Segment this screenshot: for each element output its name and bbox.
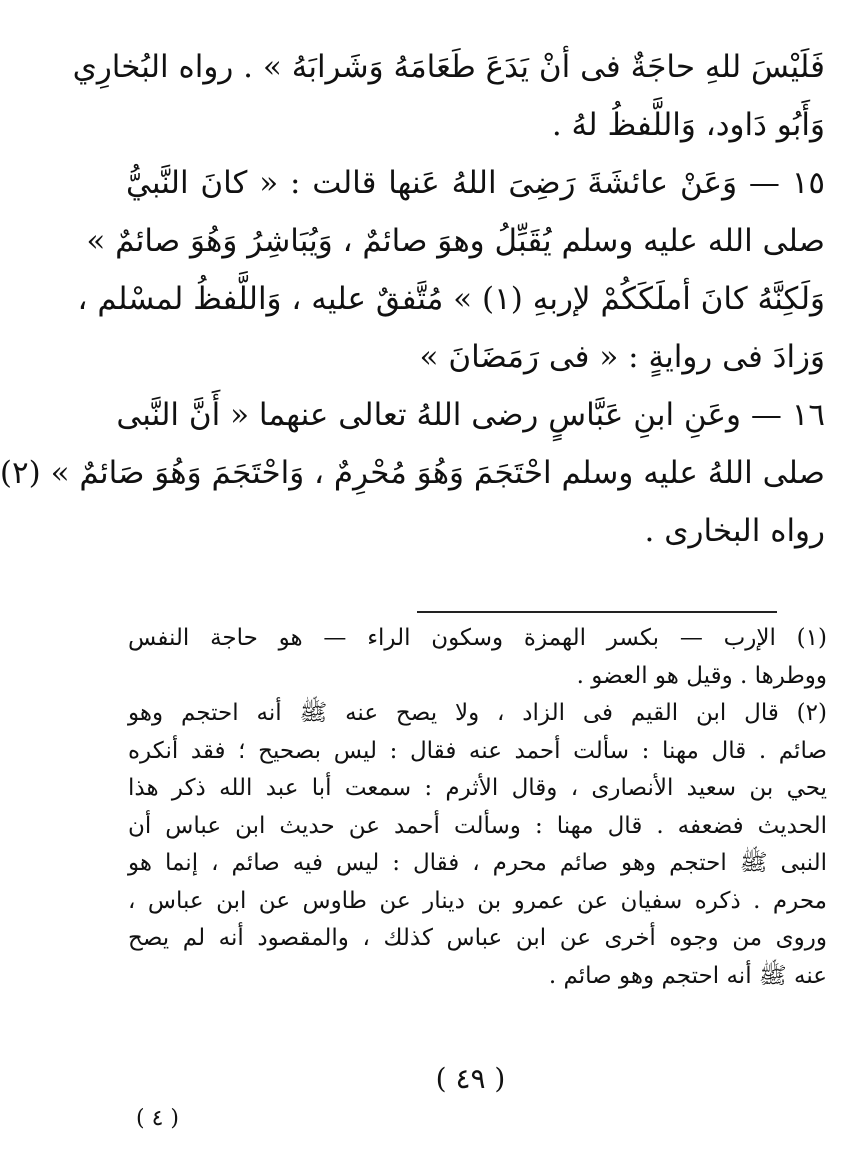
signature-number: ( ٤ ) bbox=[136, 1106, 179, 1131]
text-line: صلى الله عليه وسلم يُقَبِّلُ وهوَ صائمٌ ، وَيُبَاشِرُ وَهُوَ صائمٌ » bbox=[86, 223, 825, 259]
text-line: ١٦ — وعَنِ ابنِ عَبَّاسٍ رضى اللهُ تعالى عنهما « أَنَّ النَّبى bbox=[116, 397, 825, 433]
footnote-line: (١) الإرب — بكسر الهمزة وسكون الراء — هو حاجة النفس bbox=[128, 625, 827, 651]
text-paragraph bbox=[72, 38, 825, 154]
page-number: ( ٤٩ ) bbox=[435, 1062, 506, 1095]
footnotes bbox=[128, 620, 827, 995]
footnote-2 bbox=[128, 695, 827, 995]
text-line: صلى اللهُ عليه وسلم احْتَجَمَ وَهُوَ مُحْرِمٌ ، وَاحْتَجَمَ وَهُوَ صَائمٌ » (٢) bbox=[0, 455, 825, 491]
text-line: وَلَكِنَّهُ كانَ أملَكَكُمْ لإربهِ (١) » مُتَّفقٌ عليه ، وَاللَّفظُ لمسْلم ، bbox=[77, 281, 825, 317]
text-line: وَأَبُو دَاود، وَاللَّفظُ لهُ . bbox=[551, 107, 825, 143]
footnote-line: ووطرها . وقيل هو العضو . bbox=[576, 662, 827, 689]
text-line: رواه البخارى . bbox=[644, 513, 825, 549]
hadith-15 bbox=[77, 154, 825, 386]
text-line: وَزادَ فى روايةٍ : « فى رَمَضَانَ » bbox=[419, 339, 825, 375]
footnote-1 bbox=[128, 620, 827, 695]
text-line: فَلَيْسَ للهِ حاجَةٌ فى أنْ يَدَعَ طَعَامَهُ وَشَرابَهُ » . رواه البُخارِي bbox=[72, 49, 825, 85]
footnote-line: صائم . قال مهنا : سألت أحمد عنه فقال : ليس بصحيح ؛ فقد أنكره bbox=[128, 737, 827, 764]
footnote-line: النبى ﷺ احتجم وهو صائم محرم ، فقال : ليس فيه صائم ، إنما هو bbox=[128, 850, 827, 876]
hadith-16 bbox=[0, 386, 825, 560]
footnote-line: يحي بن سعيد الأنصارى ، وقال الأثرم : سمعت أبا عبد الله ذكر هذا bbox=[128, 775, 827, 801]
text-line: ١٥ — وَعَنْ عائشَةَ رَضِىَ اللهُ عَنها قالت : « كانَ النَّبيُّ bbox=[126, 165, 825, 201]
footnote-line: وروى من وجوه أخرى عن ابن عباس كذلك ، والمقصود أنه لم يصح bbox=[128, 925, 827, 951]
footnote-line: محرم . ذكره سفيان عن عمرو بن دينار عن طاوس عن ابن عباس ، bbox=[128, 887, 827, 914]
hadith-text bbox=[0, 38, 825, 560]
footnote-line: عنه ﷺ أنه احتجم وهو صائم . bbox=[548, 962, 827, 989]
footnote-line: (٢) قال ابن القيم فى الزاد ، ولا يصح عنه ﷺ أنه احتجم وهو bbox=[128, 700, 827, 726]
footnote-line: الحديث فضعفه . قال مهنا : وسألت أحمد عن حديث ابن عباس أن bbox=[128, 812, 827, 839]
footnote-divider bbox=[417, 611, 777, 613]
